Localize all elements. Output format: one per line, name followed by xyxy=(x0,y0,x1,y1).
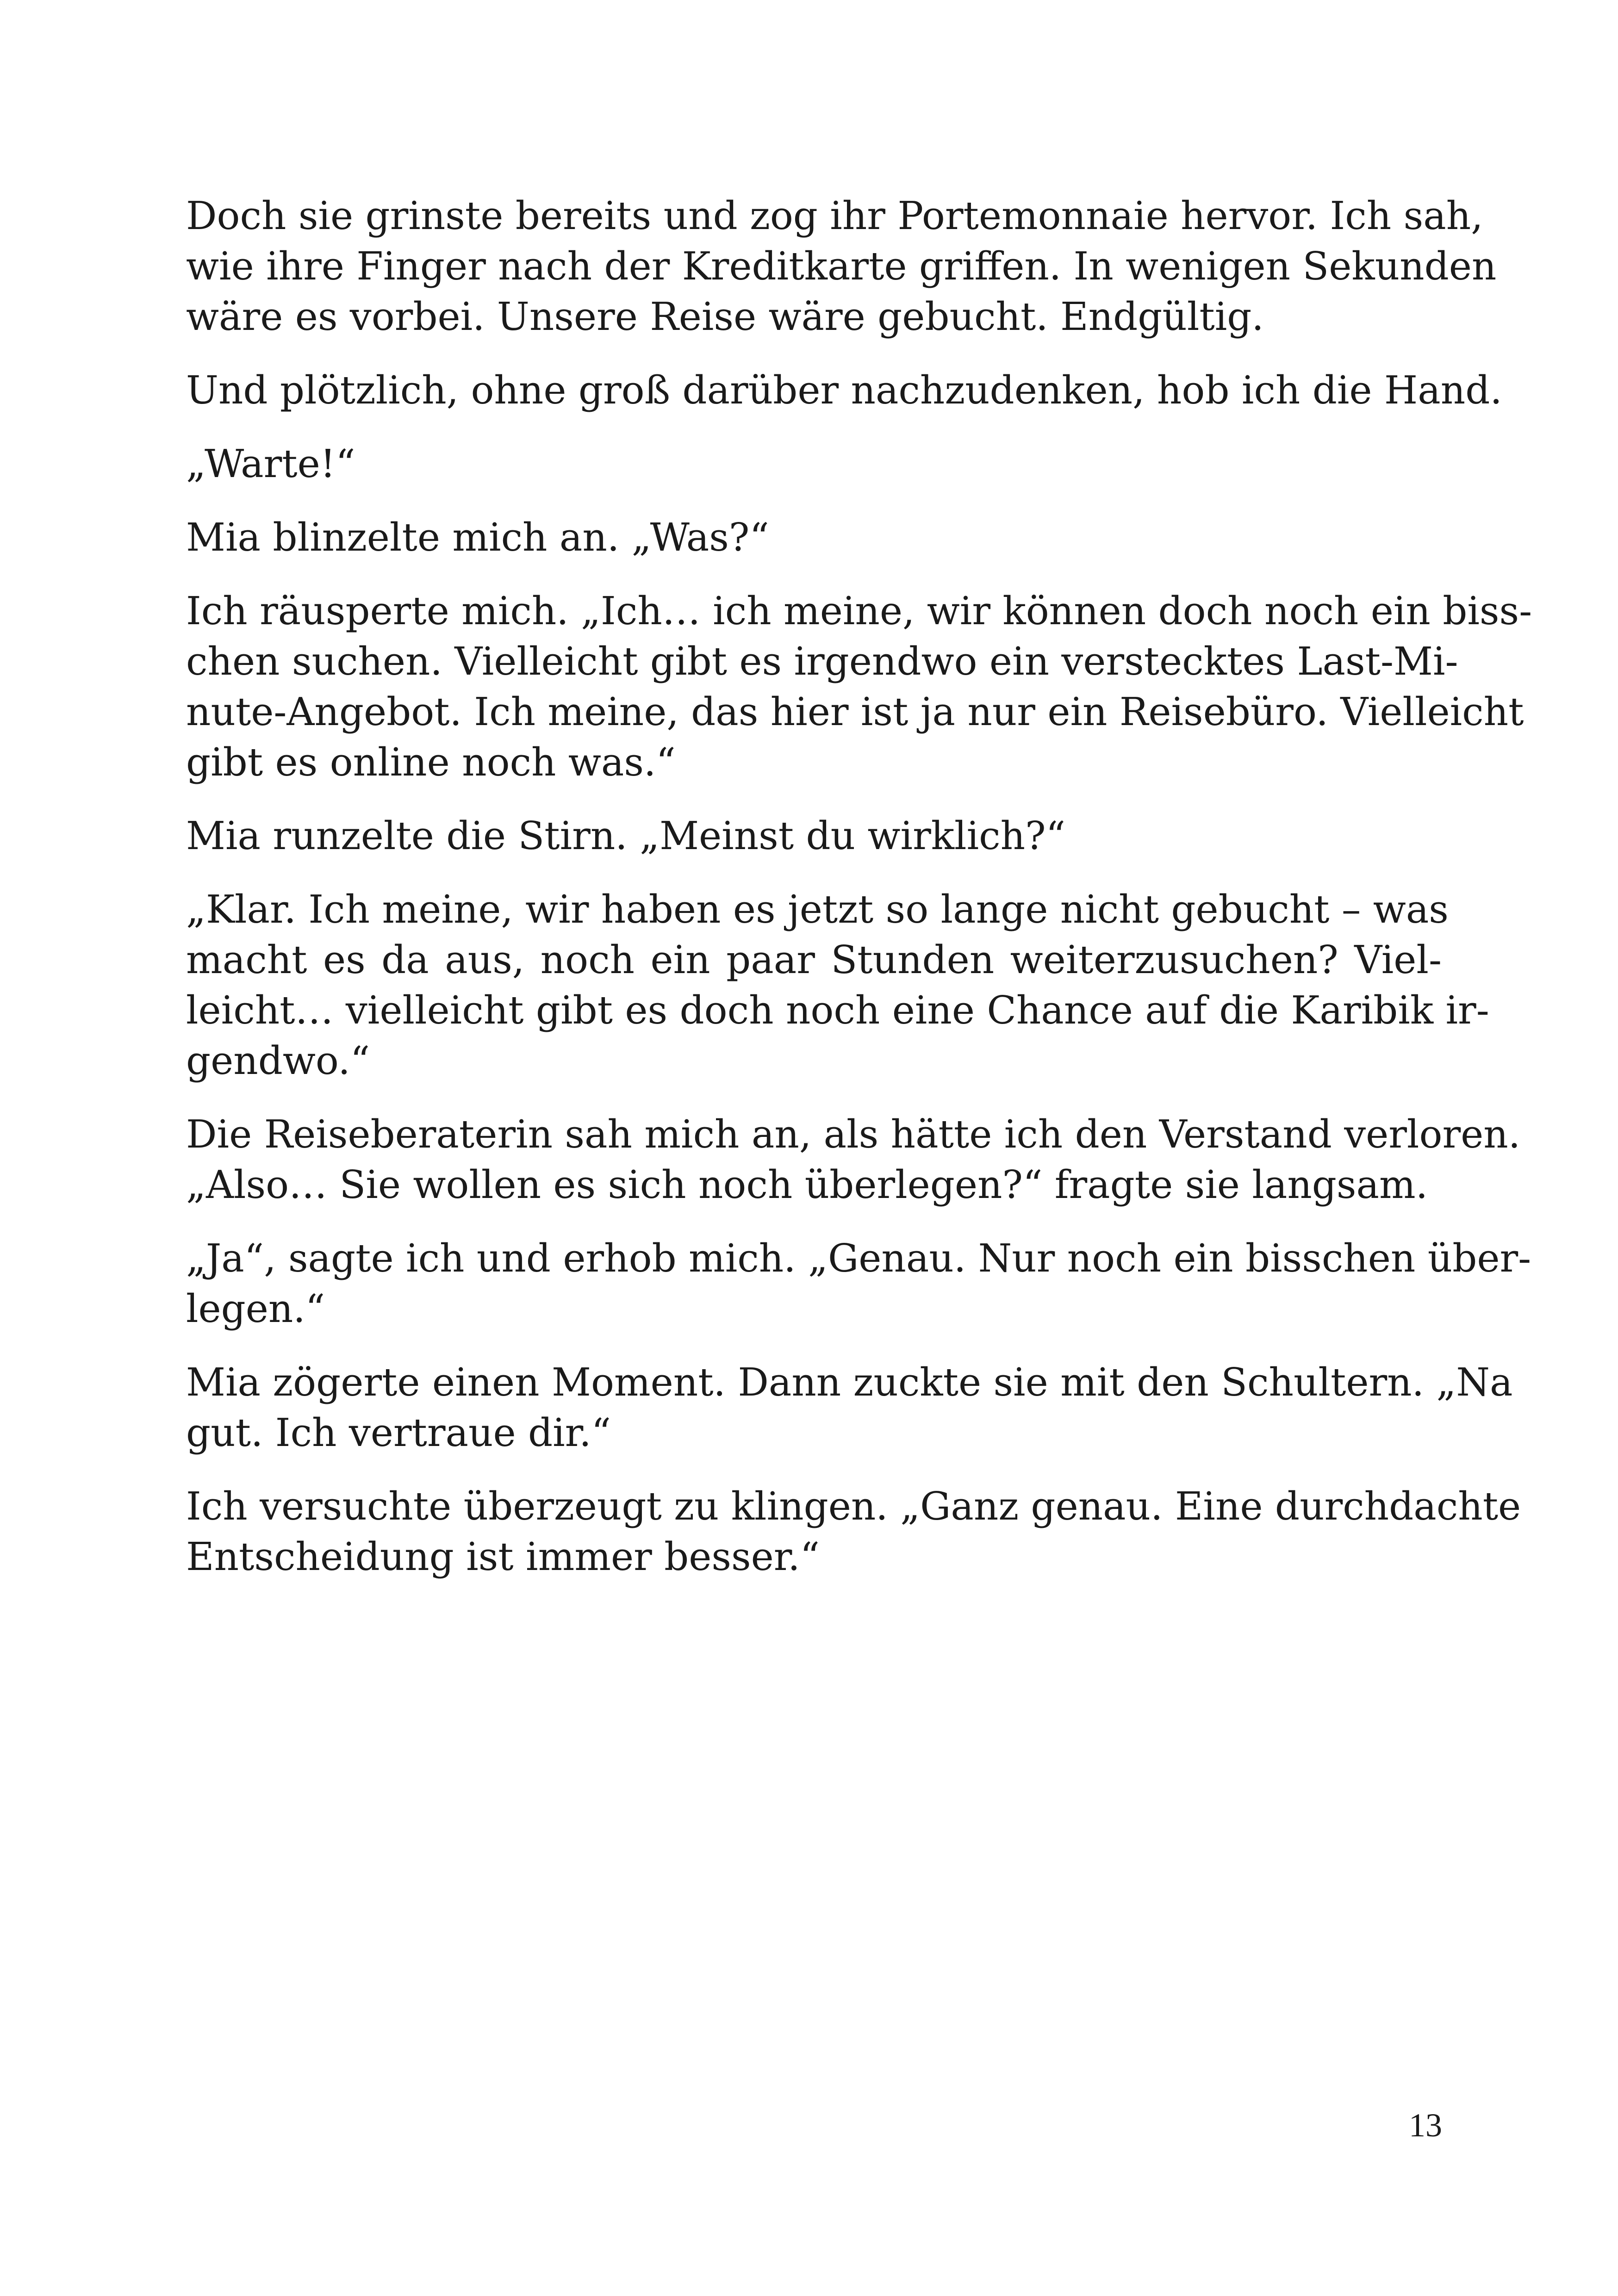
text-line: wäre es vorbei. Unsere Reise wäre gebucht. Endgültig. xyxy=(186,294,1264,339)
text-line: Die Reiseberaterin sah mich an, als hätte ich den Verstand verloren. xyxy=(186,1112,1521,1157)
text-line: Ich räusperte mich. „Ich… ich meine, wir können doch noch ein biss- xyxy=(186,589,1532,633)
paragraph xyxy=(186,439,1442,489)
paragraph xyxy=(186,1357,1513,1458)
paragraph xyxy=(186,586,1532,788)
paragraph xyxy=(186,365,1502,416)
paragraph xyxy=(186,191,1497,342)
text-line: gibt es online noch was.“ xyxy=(186,740,676,785)
text-line: Und plötzlich, ohne groß darüber nachzudenken, hob ich die Hand. xyxy=(186,368,1502,413)
text-line: „Warte!“ xyxy=(186,441,355,486)
paragraph xyxy=(186,884,1489,1086)
text-line: nute-Angebot. Ich meine, das hier ist ja nur ein Reisebüro. Vielleicht xyxy=(186,689,1524,734)
text-line: leicht… vielleicht gibt es doch noch eine Chance auf die Karibik ir- xyxy=(186,988,1489,1033)
paragraph xyxy=(186,1481,1521,1582)
paragraph xyxy=(186,811,1442,861)
text-line: Mia zögerte einen Moment. Dann zuckte sie mit den Schultern. „Na xyxy=(186,1360,1513,1405)
text-line: Mia runzelte die Stirn. „Meinst du wirklich?“ xyxy=(186,813,1066,858)
paragraph xyxy=(186,512,1442,563)
text-line: „Also… Sie wollen es sich noch überlegen?“ fragte sie langsam. xyxy=(186,1162,1428,1207)
paragraph xyxy=(186,1109,1521,1210)
text-line: gut. Ich vertraue dir.“ xyxy=(186,1410,611,1455)
text-line: Mia blinzelte mich an. „Was?“ xyxy=(186,515,769,560)
text-line: chen suchen. Vielleicht gibt es irgendwo ein verstecktes Last-Mi- xyxy=(186,639,1458,684)
text-line: gendwo.“ xyxy=(186,1038,370,1083)
text-line: „Ja“, sagte ich und erhob mich. „Genau. Nur noch ein bisschen über- xyxy=(186,1236,1531,1281)
text-line: legen.“ xyxy=(186,1286,325,1331)
text-line: macht es da aus, noch ein paar Stunden weiterzusuchen? Viel- xyxy=(186,937,1442,982)
text-line: Ich versuchte überzeugt zu klingen. „Ganz genau. Eine durchdachte xyxy=(186,1484,1521,1529)
body-text xyxy=(186,191,1532,1605)
text-line: wie ihre Finger nach der Kreditkarte griffen. In wenigen Sekunden xyxy=(186,244,1497,289)
text-line: Entscheidung ist immer besser.“ xyxy=(186,1534,820,1579)
page-number: 13 xyxy=(1409,2107,1442,2144)
paragraph xyxy=(186,1233,1531,1334)
text-line: Doch sie grinste bereits und zog ihr Portemonnaie hervor. Ich sah, xyxy=(186,193,1483,238)
text-line: „Klar. Ich meine, wir haben es jetzt so lange nicht gebucht – was xyxy=(186,887,1449,932)
